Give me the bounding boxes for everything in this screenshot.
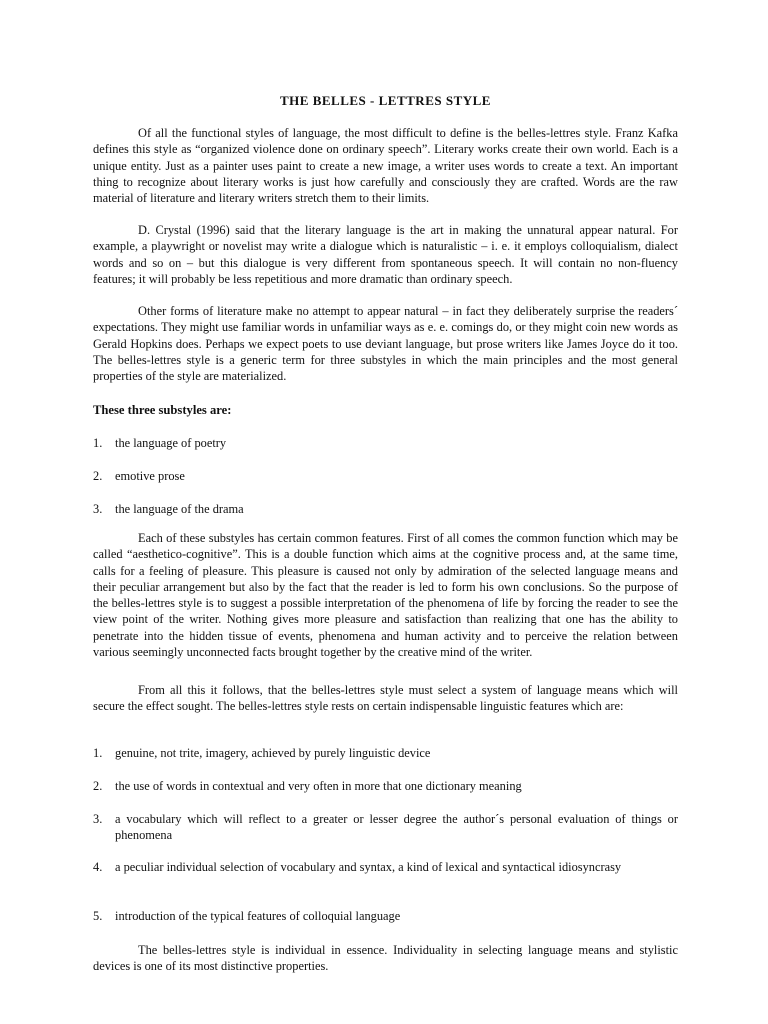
list-text: the language of poetry	[115, 436, 227, 450]
list-number: 5.	[93, 909, 103, 923]
list-number: 4.	[93, 860, 103, 874]
list-item-feature-3	[93, 811, 678, 844]
list-item-substyle-2	[93, 468, 678, 484]
list-item-substyle-1	[93, 435, 678, 451]
list-number: 1.	[93, 436, 103, 450]
list-text: introduction of the typical features of colloquial language	[115, 909, 401, 923]
list-item-feature-5	[93, 908, 678, 924]
list-text: genuine, not trite, imagery, achieved by purely linguistic device	[115, 746, 431, 760]
paragraph-intro-2: D. Crystal (1996) said that the literary language is the art in making the unnatural appear natural. For example, a playwright or novelist may write a dialogue which is naturalistic – i. e. it employs colloquialism, dialect words and so on – but this dialogue is very different from spontaneous speech. It will contain no non-fluency features; it will probably be less repetitious and more dramatic than ordinary speech.	[93, 223, 678, 286]
list-text: a vocabulary which will reflect to a greater or lesser degree the author´s personal evaluation of things or phenomena	[115, 812, 678, 843]
substyles-heading: These three substyles are:	[93, 403, 232, 417]
list-number: 2.	[93, 779, 103, 793]
paragraph-closing: The belles-lettres style is individual in essence. Individuality in selecting language means and stylistic devices is one of its most distinctive properties.	[93, 943, 678, 974]
list-number: 1.	[93, 746, 103, 760]
paragraph-middle-1: Each of these substyles has certain common features. First of all comes the common function which may be called “aesthetico-cognitive”. This is a double function which aims at the cognitive process and, at the same time, calls for a feeling of pleasure. This pleasure is caused not only by admiration of the selected language means and their peculiar arrangement but also by the fact that the reader is led to form his own conclusions. So the purpose of the belles-lettres style is to suggest a possible interpretation of the phenomena of life by forcing the reader to see the view point of the writer. Nothing gives more pleasure and satisfaction than realizing that one has the ability to penetrate into the hidden tissue of events, phenomena and human activity and to perceive the relation between various seemingly unconnected facts brought together by the creative mind of the writer.	[93, 531, 678, 660]
document-title: THE BELLES - LETTRES STYLE	[280, 93, 491, 108]
list-text: emotive prose	[115, 469, 185, 483]
list-text: the language of the drama	[115, 502, 244, 516]
paragraph-intro-3: Other forms of literature make no attempt to appear natural – in fact they deliberately surprise the readers´ expectations. They might use familiar words in unfamiliar ways as e. e. comings do, or they might coin new words as Gerald Hopkins does. Perhaps we expect poets to use deviant language, but prose writers like James Joyce do it too. The belles-lettres style is a generic term for three substyles in which the main principles and the most general properties of the style are materialized.	[93, 304, 678, 384]
list-item-feature-4	[93, 859, 678, 875]
paragraph-intro-1: Of all the functional styles of language, the most difficult to define is the belles-lettres style. Franz Kafka defines this style as “organized violence done on ordinary speech”. Literary works create their own world. Each is a unique entity. Just as a painter uses paint to create a new image, a writer uses words to create a text. An important thing to recognize about literary works is just how carefully and consciously they are crafted. Words are the raw material of literature and literary writers stretch them to their limits.	[93, 126, 678, 206]
list-item-feature-2	[93, 778, 678, 794]
list-number: 3.	[93, 812, 103, 826]
list-number: 2.	[93, 469, 103, 483]
paragraph-middle-2: From all this it follows, that the belles-lettres style must select a system of language means which will secure the effect sought. The belles-lettres style rests on certain indispensable linguistic features which are:	[93, 683, 678, 714]
list-text: the use of words in contextual and very often in more that one dictionary meaning	[115, 779, 522, 793]
list-text: a peculiar individual selection of vocabulary and syntax, a kind of lexical and syntactical idiosyncrasy	[115, 860, 622, 874]
list-item-substyle-3	[93, 501, 678, 517]
list-number: 3.	[93, 502, 103, 516]
list-item-feature-1	[93, 745, 678, 761]
